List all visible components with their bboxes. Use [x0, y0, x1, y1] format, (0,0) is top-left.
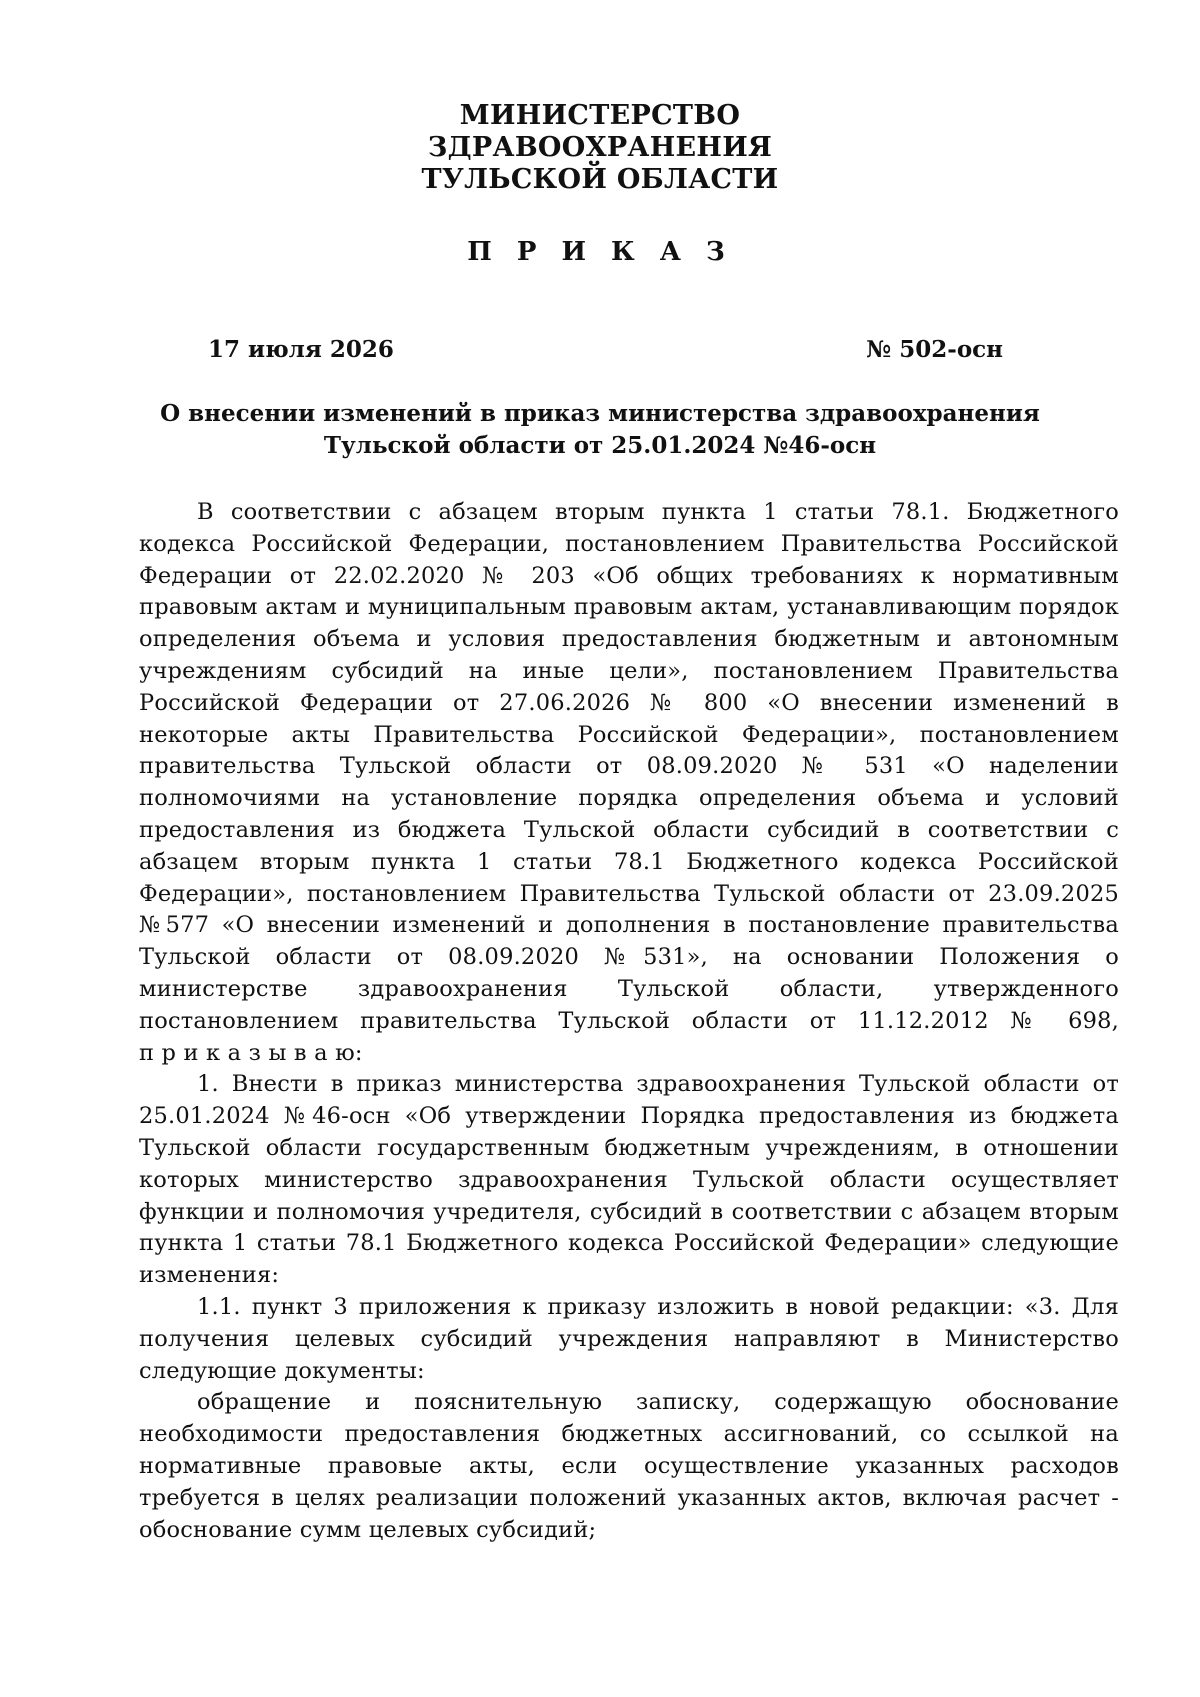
subject-line: Тульской области от 25.01.2024 №46-осн	[323, 432, 877, 459]
body-line: Федерации от 22.02.2020 № 203 «Об общих требованиях к нормативным	[139, 562, 1119, 589]
body-line: следующие документы:	[139, 1357, 425, 1384]
body-line: учреждениям субсидий на иные цели», постановлением Правительства	[139, 657, 1119, 684]
body-line: министерстве здравоохранения Тульской области, утвержденного	[139, 975, 1119, 1002]
body-line: предоставления из бюджета Тульской области субсидий в соответствии с	[139, 816, 1119, 843]
body-line: 1.1. пункт 3 приложения к приказу изложить в новой редакции: «3. Для	[197, 1293, 1119, 1320]
body-line: изменения:	[139, 1262, 280, 1289]
body-line: необходимости предоставления бюджетных ассигнований, со ссылкой на	[139, 1421, 1119, 1448]
body-line: №577 «О внесении изменений и дополнения в постановление правительства	[139, 912, 1119, 939]
ministry-header	[0, 100, 1200, 196]
order-date: 17 июля 2026	[208, 336, 394, 363]
ministry-line: ТУЛЬСКОЙ ОБЛАСТИ	[421, 164, 779, 195]
body-line: обращение и пояснительную записку, содержащую обоснование	[197, 1389, 1119, 1416]
body-line: В соответствии с абзацем вторым пункта 1 статьи 78.1. Бюджетного	[197, 499, 1119, 525]
document-type: П Р И К А З	[467, 237, 733, 267]
body-line: Российской Федерации от 27.06.2026 № 800 «О внесении изменений в	[139, 689, 1119, 716]
body-line: правительства Тульской области от 08.09.2020 № 531 «О наделении	[139, 753, 1119, 780]
body-line: пункта 1 статьи 78.1 Бюджетного кодекса Российской Федерации» следующие	[139, 1230, 1119, 1257]
body-line: обоснование сумм целевых субсидий;	[139, 1516, 597, 1543]
body-line: получения целевых субсидий учреждения направляют в Министерство	[139, 1325, 1119, 1352]
body-line: Федерации», постановлением Правительства Тульской области от 23.09.2025	[139, 880, 1119, 907]
ordering-phrase: п р и к а з ы в а ю:	[139, 1039, 363, 1066]
order-number: № 502-осн	[866, 336, 1003, 363]
body-line: постановлением правительства Тульской области от 11.12.2012 № 698,	[139, 1007, 1119, 1034]
ministry-line: МИНИСТЕРСТВО	[459, 100, 741, 131]
subject-line: О внесении изменений в приказ министерства здравоохранения	[160, 400, 1040, 427]
body-line: кодекса Российской Федерации, постановлением Правительства Российской	[139, 530, 1119, 557]
body-line: 1. Внести в приказ министерства здравоохранения Тульской области от	[197, 1071, 1119, 1098]
ministry-line: ЗДРАВООХРАНЕНИЯ	[427, 132, 773, 163]
body-line: 25.01.2024 №46-осн «Об утверждении Порядка предоставления из бюджета	[139, 1103, 1119, 1130]
body-line: нормативные правовые акты, если осуществление указанных расходов	[139, 1452, 1119, 1479]
body-line: некоторые акты Правительства Российской Федерации», постановлением	[139, 721, 1119, 748]
order-body	[139, 497, 1119, 1546]
body-line: полномочиями на установление порядка определения объема и условий	[139, 785, 1119, 812]
body-line: правовым актам и муниципальным правовым актам, устанавливающим порядок	[139, 594, 1119, 621]
order-subject	[0, 398, 1200, 462]
body-line: функции и полномочия учредителя, субсидий в соответствии с абзацем вторым	[139, 1198, 1119, 1225]
body-line: Тульской области государственным бюджетным учреждениям, в отношении	[139, 1134, 1119, 1161]
body-line: требуется в целях реализации положений указанных актов, включая расчет -	[139, 1484, 1119, 1511]
body-line: которых министерство здравоохранения Тульской области осуществляет	[139, 1166, 1119, 1193]
body-line: абзацем вторым пункта 1 статьи 78.1 Бюджетного кодекса Российской	[139, 848, 1119, 875]
body-line: Тульской области от 08.09.2020 №531», на основании Положения о	[139, 944, 1119, 971]
body-line: определения объема и условия предоставления бюджетным и автономным	[139, 626, 1119, 653]
